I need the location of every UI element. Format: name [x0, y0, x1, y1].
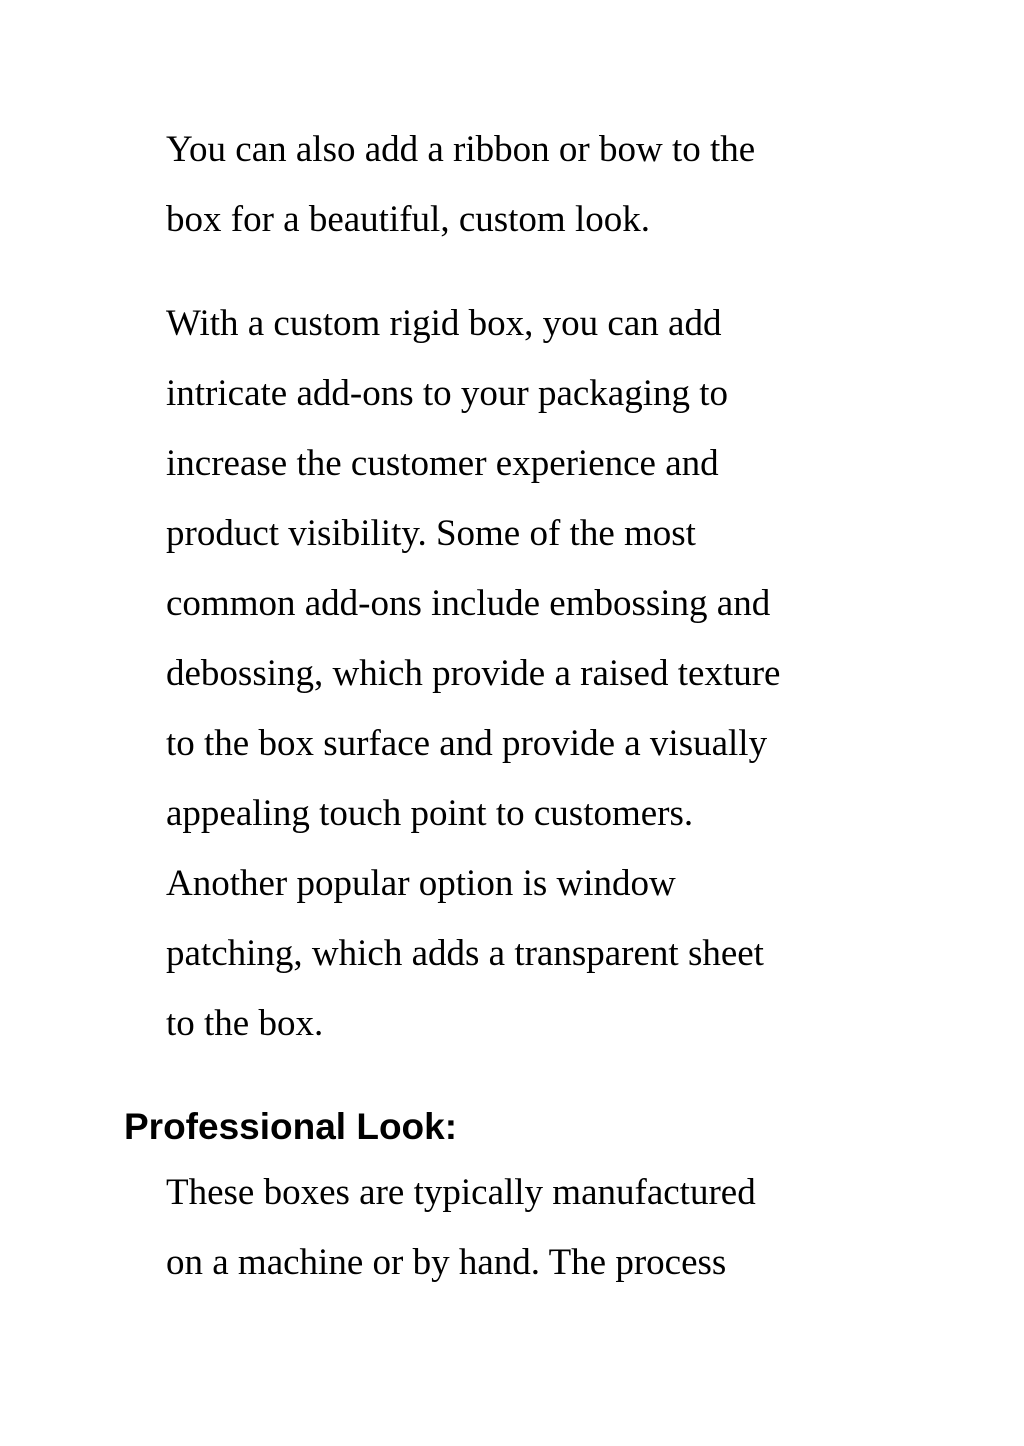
text-line: box for a beautiful, custom look.: [166, 199, 650, 240]
text-line: patching, which adds a transparent sheet: [166, 933, 764, 974]
text-line: common add-ons include embossing and: [166, 583, 771, 624]
text-line: on a machine or by hand. The process: [166, 1242, 727, 1283]
paragraph-ribbon: [166, 115, 866, 255]
text-line: Another popular option is window: [166, 863, 676, 904]
text-line: to the box surface and provide a visually: [166, 723, 768, 764]
text-line: You can also add a ribbon or bow to the: [166, 129, 756, 170]
text-line: increase the customer experience and: [166, 443, 719, 484]
section-heading: Professional Look:: [124, 1106, 458, 1147]
text-line: These boxes are typically manufactured: [166, 1172, 756, 1213]
paragraph-professional-look: [166, 1158, 866, 1298]
text-line: With a custom rigid box, you can add: [166, 303, 722, 344]
paragraph-add-ons: [166, 289, 866, 1059]
text-line: product visibility. Some of the most: [166, 513, 696, 554]
text-line: appealing touch point to customers.: [166, 793, 694, 834]
text-line: debossing, which provide a raised texture: [166, 653, 781, 694]
text-line: to the box.: [166, 1003, 324, 1044]
text-line: intricate add-ons to your packaging to: [166, 373, 729, 414]
